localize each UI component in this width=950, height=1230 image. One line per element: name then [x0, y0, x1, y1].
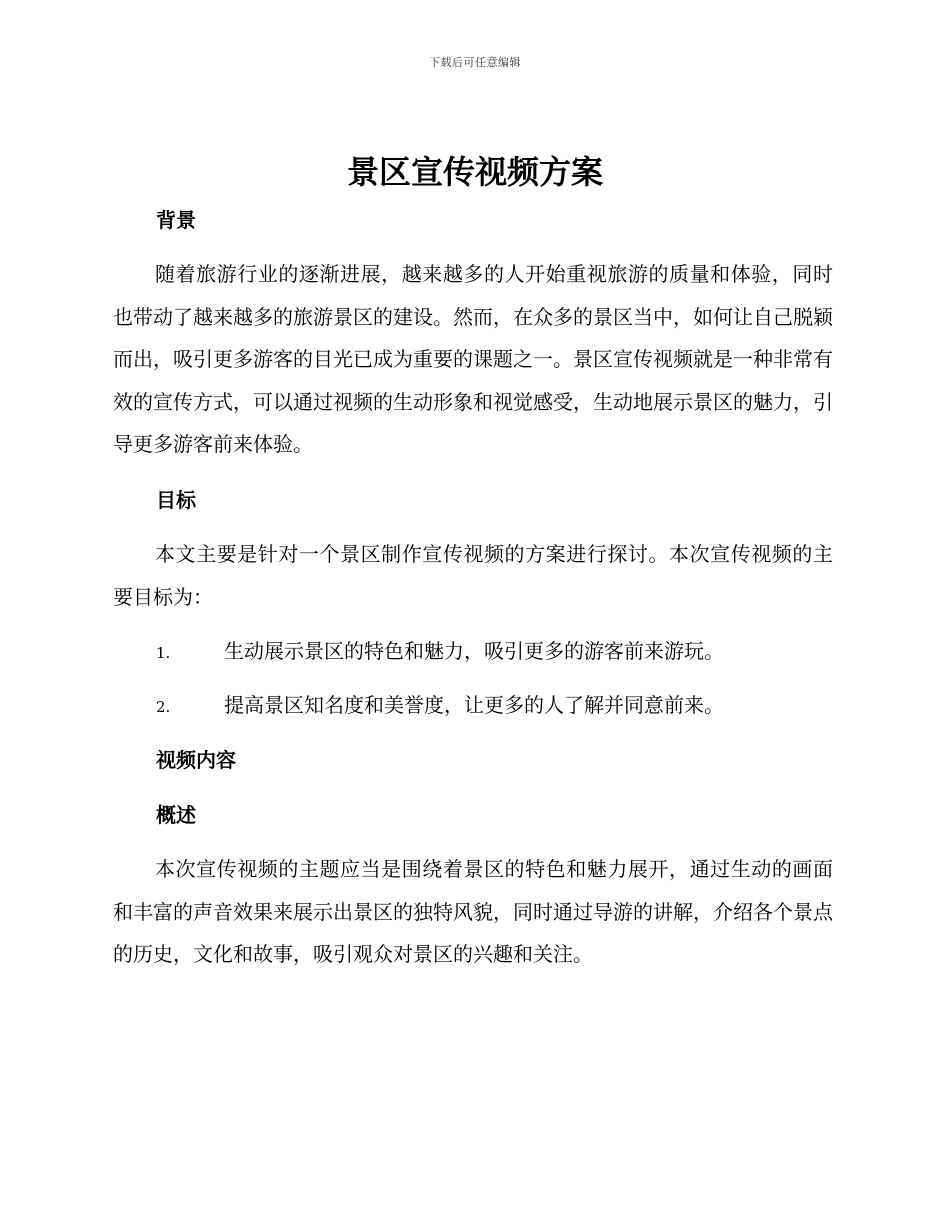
- heading-goals: 目标: [156, 488, 196, 512]
- heading-background: 背景: [156, 208, 196, 232]
- paragraph-background: 随着旅游行业的逐渐进展，越来越多的人开始重视旅游的质量和体验，同时也带动了越来越多的旅游景区的建设。然而，在众多的景区当中，如何让自己脱颖而出，吸引更多游客的目光已成为重要的课题之一。景区宣传视频就是一种非常有效的宣传方式，可以通过视频的生动形象和视觉感受，生动地展示景区的魅力，引导更多游客前来体验。: [113, 262, 833, 456]
- list-item: [156, 637, 836, 667]
- list-item-number: 1.: [156, 644, 171, 662]
- header-note: 下载后可任意编辑: [429, 56, 521, 69]
- heading-video-content: 视频内容: [156, 748, 236, 772]
- heading-overview: 概述: [156, 803, 196, 827]
- document-title: 景区宣传视频方案: [346, 153, 603, 191]
- list-item-text: 生动展示景区的特色和魅力，吸引更多的游客前来游玩。: [224, 639, 724, 663]
- list-item: [156, 691, 836, 721]
- list-item-text: 提高景区知名度和美誉度，让更多的人了解并同意前来。: [224, 693, 724, 717]
- paragraph-goals: 本文主要是针对一个景区制作宣传视频的方案进行探讨。本次宣传视频的主要目标为：: [113, 542, 833, 609]
- paragraph-overview: 本次宣传视频的主题应当是围绕着景区的特色和魅力展开，通过生动的画面和丰富的声音效果来展示出景区的独特风貌，同时通过导游的讲解，介绍各个景点的历史，文化和故事，吸引观众对景区的兴趣和关注。: [113, 857, 833, 966]
- list-item-number: 2.: [156, 698, 171, 716]
